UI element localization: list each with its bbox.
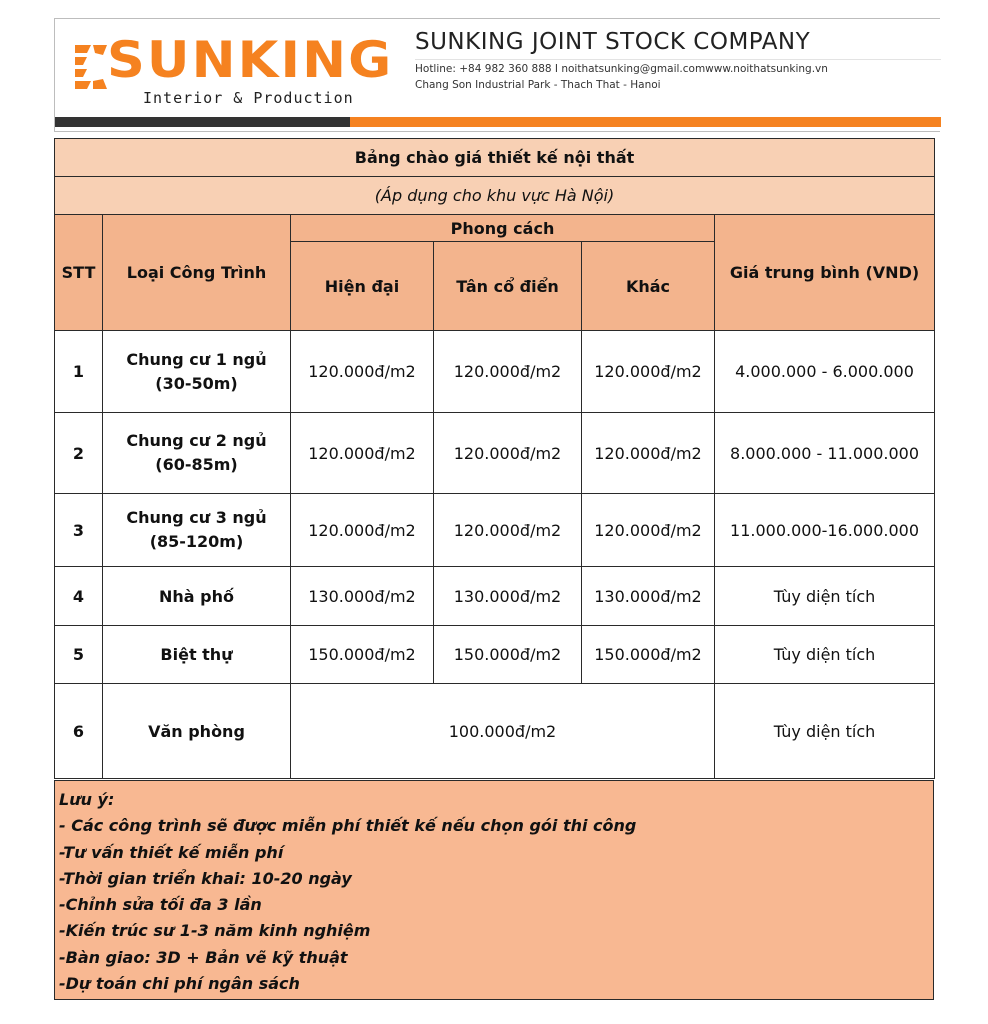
row-stt: 1 (55, 331, 103, 413)
sun-icon (73, 41, 109, 97)
avg-price: 8.000.000 - 11.000.000 (715, 413, 935, 494)
price-other: 120.000đ/m2 (582, 331, 715, 413)
company-address: Chang Son Industrial Park - Thach That - Hanoi (415, 79, 661, 91)
header-divider (415, 59, 941, 60)
price-modern: 120.000đ/m2 (291, 413, 434, 494)
notes-title: Lưu ý: (59, 790, 115, 809)
row-type: Biệt thự (103, 626, 291, 684)
col-header-other: Khác (582, 242, 715, 331)
header-bar-dark (55, 117, 350, 127)
notes-box (54, 780, 934, 1000)
table-title: Bảng chào giá thiết kế nội thất (55, 139, 935, 177)
row-type: Chung cư 3 ngủ (85-120m) (103, 494, 291, 567)
sunking-logo (75, 31, 394, 109)
note-item: -Thời gian triển khai: 10-20 ngày (59, 868, 352, 888)
company-header (54, 18, 940, 132)
col-header-modern: Hiện đại (291, 242, 434, 331)
price-neoclassic: 120.000đ/m2 (434, 413, 582, 494)
table-row (55, 331, 935, 413)
price-merged: 100.000đ/m2 (291, 684, 715, 779)
price-table (54, 138, 935, 779)
price-other: 130.000đ/m2 (582, 567, 715, 626)
note-item: -Chỉnh sửa tối đa 3 lần (59, 895, 262, 915)
price-other: 120.000đ/m2 (582, 494, 715, 567)
contact-hotline: Hotline: +84 982 360 888 I noithatsunking@gmail.comwww.noithatsunking.vn (415, 63, 828, 75)
col-header-type: Loại Công Trình (103, 215, 291, 331)
row-stt: 4 (55, 567, 103, 626)
table-row (55, 626, 935, 684)
price-other: 120.000đ/m2 (582, 413, 715, 494)
avg-price: Tùy diện tích (715, 626, 935, 684)
row-stt: 3 (55, 494, 103, 567)
avg-price: Tùy diện tích (715, 567, 935, 626)
col-header-neoclassic: Tân cổ điển (434, 242, 582, 331)
avg-price: Tùy diện tích (715, 684, 935, 779)
price-neoclassic: 130.000đ/m2 (434, 567, 582, 626)
note-item: -Dự toán chi phí ngân sách (59, 974, 300, 994)
col-header-stt: STT (55, 215, 103, 331)
row-stt: 5 (55, 626, 103, 684)
brand-name: SUNKING (107, 31, 394, 89)
note-item: - Các công trình sẽ được miễn phí thiết kế nếu chọn gói thi công (59, 816, 637, 836)
price-modern: 130.000đ/m2 (291, 567, 434, 626)
brand-tagline: Interior & Production (143, 89, 354, 107)
table-row (55, 684, 935, 779)
table-row (55, 567, 935, 626)
row-type: Nhà phố (103, 567, 291, 626)
table-row (55, 494, 935, 567)
price-modern: 120.000đ/m2 (291, 494, 434, 567)
price-modern: 150.000đ/m2 (291, 626, 434, 684)
col-header-style-group: Phong cách (291, 215, 715, 242)
row-type: Chung cư 2 ngủ (60-85m) (103, 413, 291, 494)
row-stt: 6 (55, 684, 103, 779)
avg-price: 4.000.000 - 6.000.000 (715, 331, 935, 413)
row-type: Chung cư 1 ngủ (30-50m) (103, 331, 291, 413)
price-modern: 120.000đ/m2 (291, 331, 434, 413)
price-neoclassic: 120.000đ/m2 (434, 331, 582, 413)
row-type: Văn phòng (103, 684, 291, 779)
note-item: -Bàn giao: 3D + Bản vẽ kỹ thuật (59, 947, 348, 967)
table-subtitle: (Áp dụng cho khu vực Hà Nội) (55, 177, 935, 215)
company-name: SUNKING JOINT STOCK COMPANY (415, 29, 811, 55)
price-other: 150.000đ/m2 (582, 626, 715, 684)
note-item: -Tư vấn thiết kế miễn phí (59, 842, 284, 862)
row-stt: 2 (55, 413, 103, 494)
price-neoclassic: 120.000đ/m2 (434, 494, 582, 567)
table-row (55, 413, 935, 494)
col-header-avg-price: Giá trung bình (VND) (715, 215, 935, 331)
price-neoclassic: 150.000đ/m2 (434, 626, 582, 684)
header-bar-orange (350, 117, 941, 127)
avg-price: 11.000.000-16.000.000 (715, 494, 935, 567)
note-item: -Kiến trúc sư 1-3 năm kinh nghiệm (59, 921, 371, 941)
